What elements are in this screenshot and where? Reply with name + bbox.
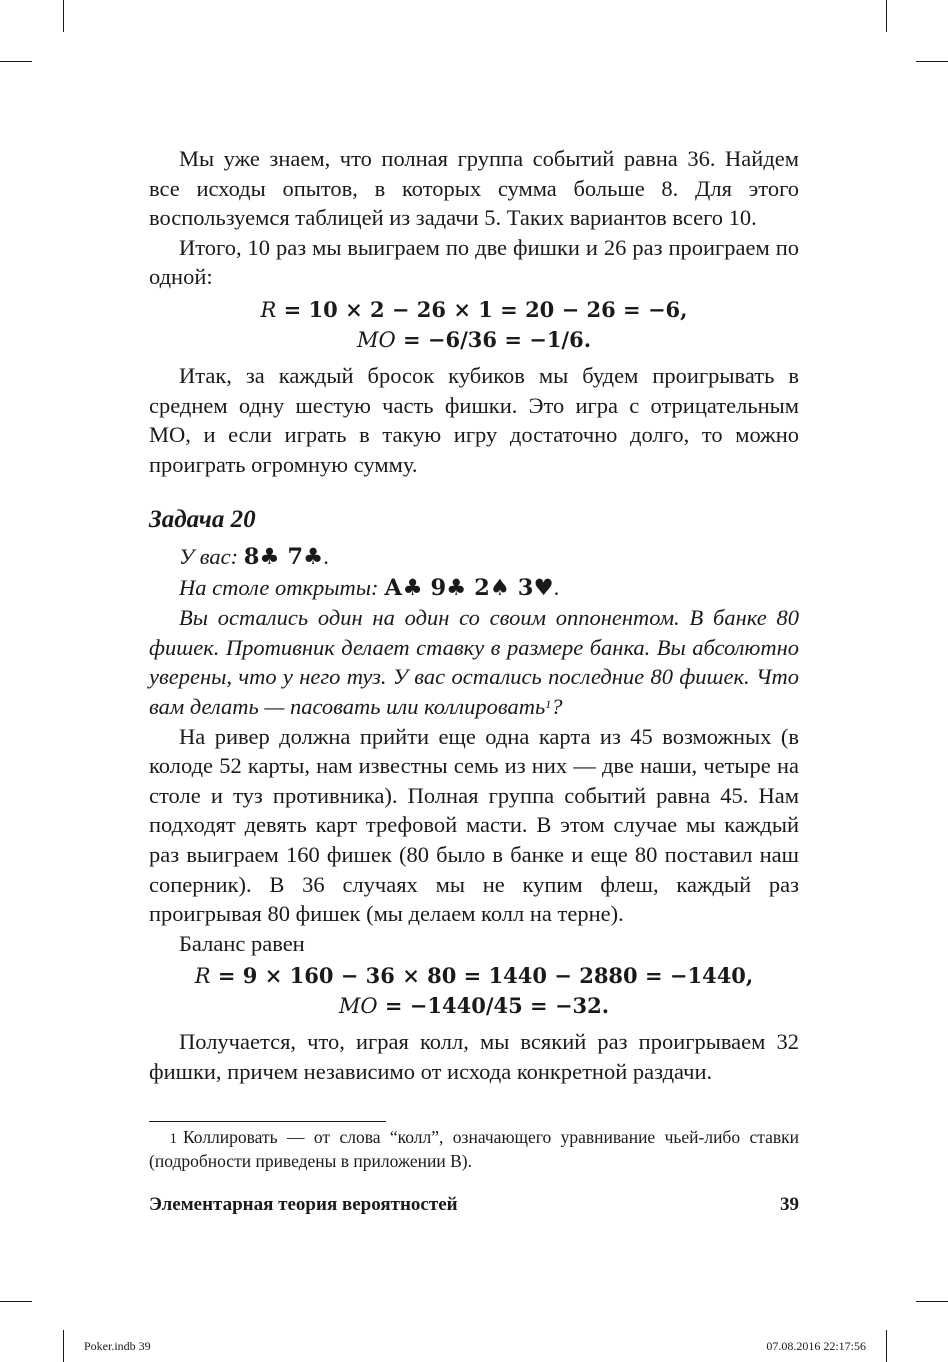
board-cards: А♣ 9♣ 2♠ 3♥ bbox=[384, 574, 554, 601]
crop-mark bbox=[886, 0, 887, 32]
formula-line: МО = −1440/45 = −32. bbox=[338, 993, 610, 1019]
text-block-lower bbox=[149, 542, 799, 1087]
text-block-upper bbox=[149, 144, 799, 479]
formula-line: R = 9 × 160 − 36 × 80 = 1440 − 2880 = −1440, bbox=[194, 963, 754, 989]
paragraph: Итого, 10 раз мы выиграем по две фишки и 26 раз проиграем по одной: bbox=[149, 234, 799, 290]
formula-line: R = 10 × 2 − 26 × 1 = 20 − 26 = −6, bbox=[260, 296, 688, 322]
footnote-mark: 1 bbox=[545, 696, 552, 711]
hand-cards: 8♣ 7♣ bbox=[243, 544, 324, 570]
hand-line: У вас: 8♣ 7♣. bbox=[179, 544, 329, 570]
formula bbox=[149, 961, 799, 1021]
paragraph: Мы уже знаем, что полная группа событий равна 36. Найдем все исходы опытов, в которых сумма больше 8. Для этого воспользуемся таблицей из задачи 5. Таких вариантов всего 10. bbox=[149, 146, 799, 231]
crop-mark bbox=[63, 0, 64, 32]
formula bbox=[149, 295, 799, 355]
footnote-divider bbox=[149, 1121, 386, 1122]
crop-mark bbox=[886, 1330, 887, 1362]
paragraph: Баланс равен bbox=[179, 930, 305, 956]
crop-mark bbox=[0, 61, 32, 62]
crop-mark bbox=[63, 1330, 64, 1362]
footnote-text: Коллировать — от слова “колл”, означающего уравнивание чьей-либо ставки (подробности приведены в приложении В). bbox=[149, 1127, 799, 1171]
footnote-number: 1 bbox=[169, 1131, 177, 1147]
formula-line: МО = −6/36 = −1/6. bbox=[356, 326, 592, 352]
crop-mark bbox=[916, 61, 948, 62]
footnote bbox=[149, 1126, 799, 1172]
paragraph: Итак, за каждый бросок кубиков мы будем проигрывать в среднем одну шестую часть фишки. Это игра с отрицательным МО, и если играть в такую игру достаточно долго, то можно проиграть огромную сумму. bbox=[149, 362, 799, 477]
board-line: На столе открыты: А♣ 9♣ 2♠ 3♥. bbox=[179, 574, 560, 601]
problem-heading: Задача 20 bbox=[149, 506, 256, 533]
paragraph: На ривер должна прийти еще одна карта из 45 возможных (в колоде 52 карты, нам известны семь из них — две наши, четыре на столе и туз противника). Полная группа событий равна 45. Нам подходят девять карт трефовой масти. В этом случае мы каждый раз выиграем 160 фишек (80 было в банке и еще 80 поставил наш соперник). В 36 случаях мы не купим флеш, каждый раз проигрывая 80 фишек (мы делаем колл на терне). bbox=[149, 723, 799, 927]
crop-mark bbox=[916, 1301, 948, 1302]
print-slug-file: Poker.indb 39 bbox=[84, 1339, 151, 1353]
running-title: Элементарная теория вероятностей bbox=[149, 1194, 458, 1215]
crop-mark bbox=[0, 1301, 32, 1302]
page-number: 39 bbox=[780, 1194, 799, 1215]
problem-question: Вы остались один на один со своим оппонентом. В банке 80 фишек. Противник делает ставку в размере банка. Вы абсолютно уверены, что у него туз. У вас остались последние 80 фишек. Что вам делать — пасовать или коллировать$^1$? bbox=[149, 605, 799, 719]
paragraph: Получается, что, играя колл, мы всякий раз проигрываем 32 фишки, причем независимо от исхода конкретной раздачи. bbox=[149, 1029, 799, 1084]
print-slug-timestamp: 07.08.2016 22:17:56 bbox=[766, 1339, 866, 1353]
